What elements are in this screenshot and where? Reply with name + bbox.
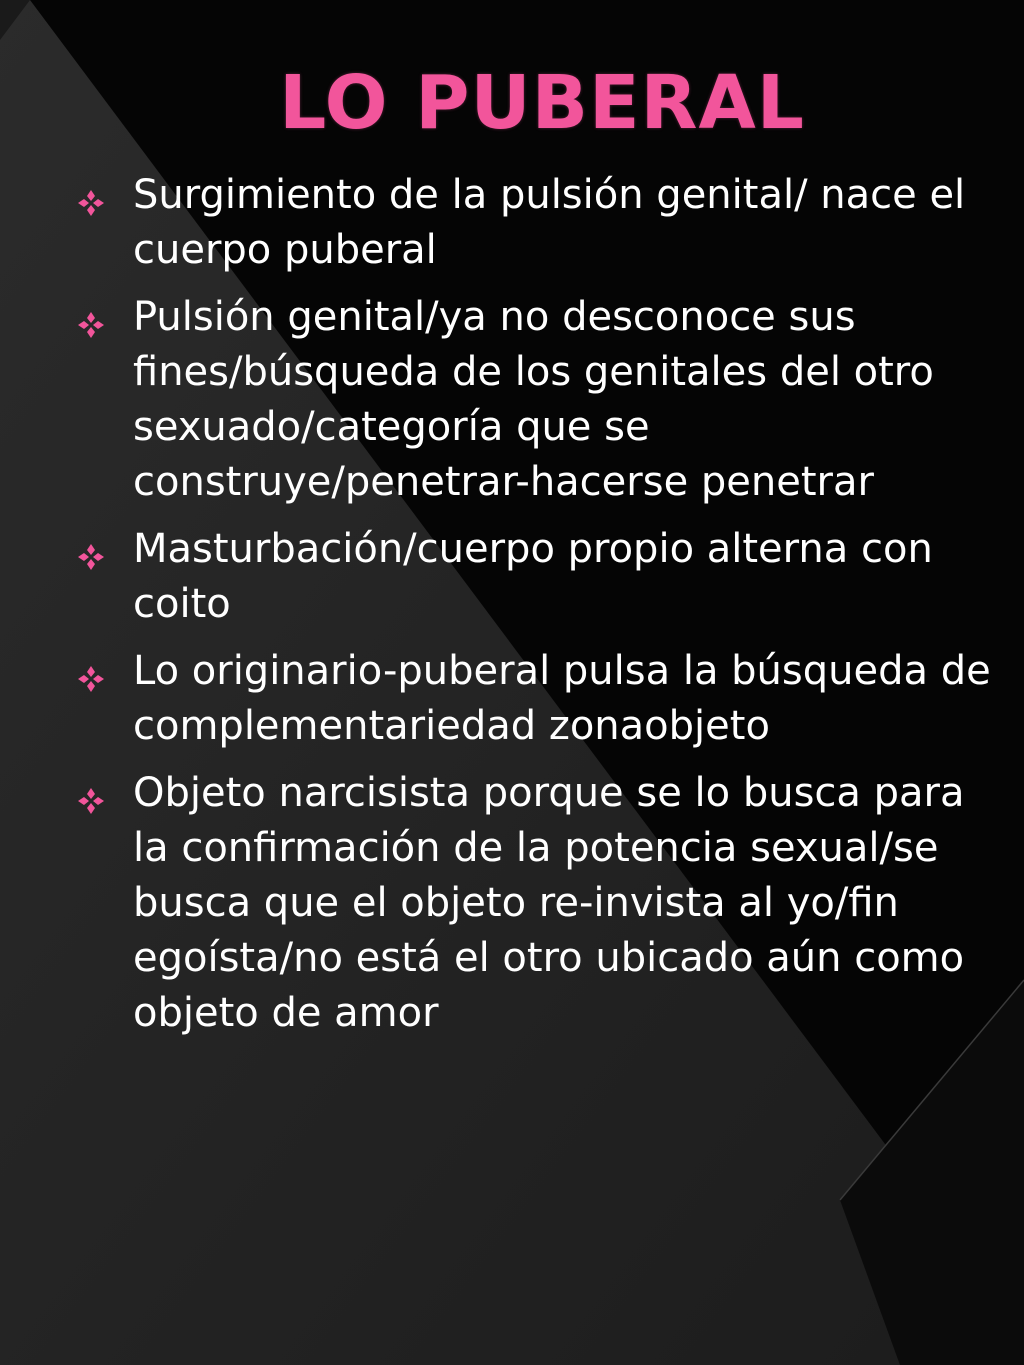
slide-title: LO PUBERAL [279,60,805,146]
list-item [0,522,1024,632]
four-petal-diamond-icon [78,544,104,570]
bullet-text: Surgimiento de la pulsión genital/ nace el cuerpo puberal [133,172,966,273]
bullet-text: Lo originario-puberal pulsa la búsqueda de complementariedad zonaobjeto [133,648,991,749]
four-petal-diamond-icon [78,788,104,814]
bullet-text: Pulsión genital/ya no desconoce sus fines/búsqueda de los genitales del otro sexuado/categoría que se construye/penetrar-hacerse penetrar [133,294,934,505]
bullet-text: Masturbación/cuerpo propio alterna con coito [133,526,933,627]
four-petal-diamond-icon [78,190,104,216]
bullet-text: Objeto narcisista porque se lo busca para la confirmación de la potencia sexual/se busca que el objeto re-invista al yo/fin egoísta/no está el otro ubicado aún como objeto de amor [133,770,965,1036]
list-item [0,766,1024,1041]
four-petal-diamond-icon [78,312,104,338]
bullet-list [0,168,1024,1053]
list-item [0,290,1024,510]
list-item [0,168,1024,278]
list-item [0,644,1024,754]
four-petal-diamond-icon [78,666,104,692]
